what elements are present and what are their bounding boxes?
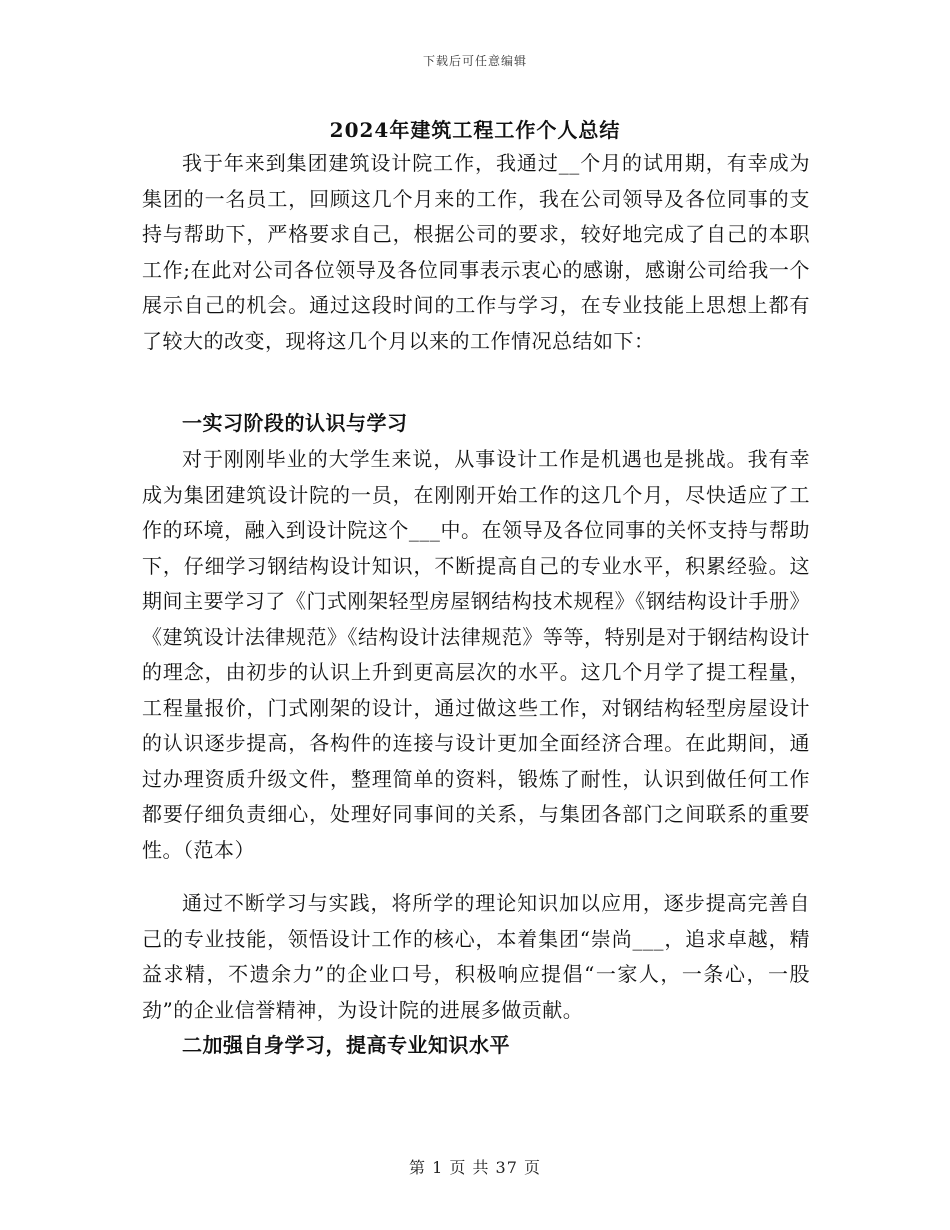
section-heading-2: 二加强自身学习，提高专业知识水平	[182, 1033, 510, 1057]
document-body-section-1-text	[142, 442, 810, 868]
intro-paragraph: 我于年来到集团建筑设计院工作，我通过__个月的试用期，有幸成为集团的一名员工，回顾这几个月来的工作，我在公司领导及各位同事的支持与帮助下，严格要求自己，根据公司的要求，较好地完成了自己的本职工作;在此对公司各位领导及各位同事表示衷心的感谢，感谢公司给我一个展示自己的机会。通过这段时间的工作与学习，在专业技能上思想上都有了较大的改变，现将这几个月以来的工作情况总结如下：	[142, 151, 810, 353]
section-1-paragraph: 对于刚刚毕业的大学生来说，从事设计工作是机遇也是挑战。我有幸成为集团建筑设计院的一员，在刚刚开始工作的这几个月，尽快适应了工作的环境，融入到设计院这个___中。在领导及各位同事的关怀支持与帮助下，仔细学习钢结构设计知识，不断提高自己的专业水平，积累经验。这期间主要学习了《门式刚架轻型房屋钢结构技术规程》《钢结构设计手册》《建筑设计法律规范》《结构设计法律规范》等等，特别是对于钢结构设计的理念，由初步的认识上升到更高层次的水平。这几个月学了提工程量，工程量报价，门式刚架的设计，通过做这些工作，对钢结构轻型房屋设计的认识逐步提高，各构件的连接与设计更加全面经济合理。在此期间，通过办理资质升级文件，整理简单的资料，锻炼了耐性，认识到做任何工作都要仔细负责细心，处理好同事间的关系，与集团各部门之间联系的重要性。（范本）	[142, 447, 810, 862]
section-1-paragraph-2: 通过不断学习与实践，将所学的理论知识加以应用，逐步提高完善自己的专业技能，领悟设计工作的核心，本着集团“崇尚___，追求卓越，精益求精，不遗余力”的企业口号，积极响应提倡“一家人，一条心，一股劲”的企业信誉精神，为设计院的进展多做贡献。	[142, 891, 810, 1022]
document-body-section-1-heading	[142, 406, 810, 442]
document-body-section-1-text-2	[142, 886, 810, 1028]
page-number-footer: 第 1 页 共 37 页	[409, 1158, 541, 1177]
page-header-note: 下载后可任意编辑	[422, 54, 527, 68]
document-title: 2024年建筑工程工作个人总结	[329, 118, 621, 142]
document-body-section-intro	[142, 146, 810, 359]
section-heading-1: 一实习阶段的认识与学习	[182, 411, 408, 435]
document-body-section-2-heading	[142, 1028, 810, 1064]
